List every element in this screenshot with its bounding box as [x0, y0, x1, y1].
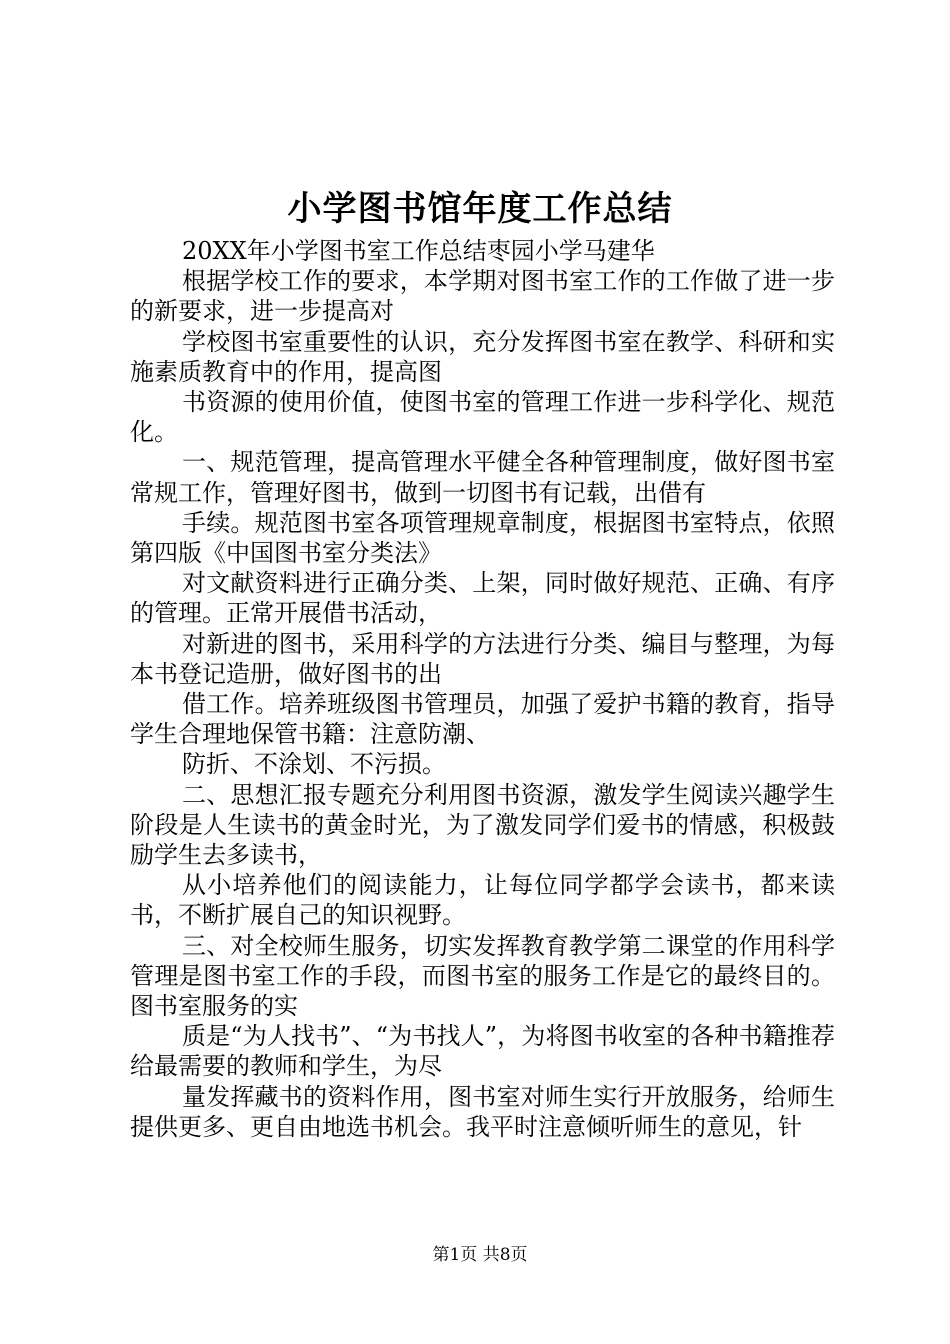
- paragraph: 从小培养他们的阅读能力，让每位同学都学会读书，都来读书，不断扩展自己的知识视野。: [130, 871, 835, 930]
- paragraph: 20XX年小学图书室工作总结枣园小学马建华: [182, 237, 655, 265]
- document-title: 小学图书馆年度工作总结: [287, 189, 673, 229]
- paragraph: 书资源的使用价值，使图书室的管理工作进一步科学化、规范化。: [130, 388, 835, 447]
- paragraph: 量发挥藏书的资料作用，图书室对师生实行开放服务，给师生提供更多、更自由地选书机会。我平时注意倾听师生的意见，针: [130, 1082, 835, 1141]
- paragraph: 三、对全校师生服务，切实发挥教育教学第二课堂的作用科学管理是图书室工作的手段，而图书室的服务工作是它的最终目的。图书室服务的实: [130, 931, 835, 1021]
- document-body: [130, 236, 835, 1142]
- paragraph: 对新进的图书，采用科学的方法进行分类、编目与整理，为每本书登记造册，做好图书的出: [130, 629, 835, 688]
- paragraph: 质是“为人找书”、“为书找人”，为将图书收室的各种书籍推荐给最需要的教师和学生，为尽: [130, 1022, 835, 1081]
- paragraph: 借工作。培养班级图书管理员，加强了爱护书籍的教育，指导学生合理地保管书籍：注意防潮、: [130, 690, 835, 749]
- paragraph: 学校图书室重要性的认识，充分发挥图书室在教学、科研和实施素质教育中的作用，提高图: [130, 327, 835, 386]
- paragraph: 二、思想汇报专题充分利用图书资源，激发学生阅读兴趣学生阶段是人生读书的黄金时光，为了激发同学们爱书的情感，积极鼓励学生去多读书，: [130, 780, 835, 870]
- paragraph: 对文献资料进行正确分类、上架，同时做好规范、正确、有序的管理。正常开展借书活动，: [130, 569, 835, 628]
- paragraph: 防折、不涂划、不污损。: [182, 750, 446, 779]
- paragraph: 一、规范管理，提高管理水平健全各种管理制度，做好图书室常规工作，管理好图书，做到一切图书有记载，出借有: [130, 448, 835, 507]
- paragraph: 手续。规范图书室各项管理规章制度，根据图书室特点，依照第四版《中国图书室分类法》: [130, 508, 835, 568]
- paragraph: 根据学校工作的要求，本学期对图书室工作的工作做了进一步的新要求，进一步提高对: [130, 267, 835, 326]
- page-indicator: 第1页 共8页: [432, 1245, 528, 1265]
